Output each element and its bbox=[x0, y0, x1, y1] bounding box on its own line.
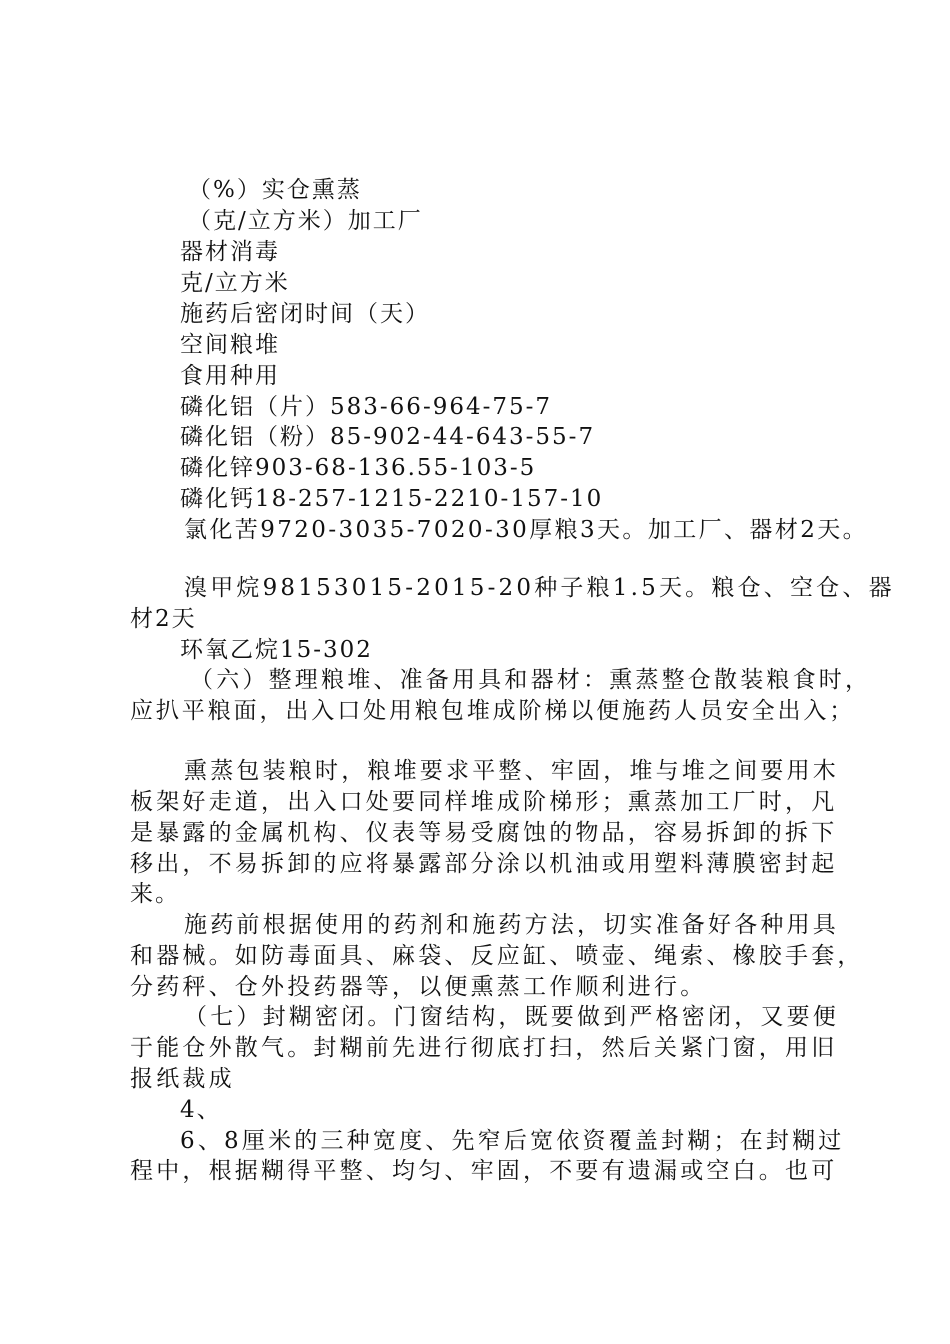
text-line: 施药后密闭时间（天） bbox=[180, 301, 430, 327]
text-line: 应扒平粮面，出入口处用粮包堆成阶梯以便施药人员安全出入； bbox=[130, 698, 856, 724]
text-line: （%）实仓熏蒸 bbox=[188, 177, 362, 203]
text-line: 磷化铝（片）583-66-964-75-7 bbox=[180, 394, 553, 420]
text-line: 4、 bbox=[180, 1097, 222, 1123]
text-line: （七）封糊密闭。门窗结构，既要做到严格密闭，又要便 bbox=[184, 1004, 839, 1030]
text-line: 移出，不易拆卸的应将暴露部分涂以机油或用塑料薄膜密封起 bbox=[130, 851, 838, 877]
text-line: 分药秤、仓外投药器等，以便熏蒸工作顺利进行。 bbox=[130, 974, 707, 1000]
text-line: 磷化铝（粉）85-902-44-643-55-7 bbox=[180, 424, 596, 450]
text-line: 是暴露的金属机构、仪表等易受腐蚀的物品，容易拆卸的拆下 bbox=[130, 820, 838, 846]
text-line: 和器械。如防毒面具、麻袋、反应缸、喷壶、绳索、橡胶手套， bbox=[130, 943, 864, 969]
text-line: 环氧乙烷15-302 bbox=[180, 637, 373, 663]
text-line: （克/立方米）加工厂 bbox=[188, 208, 423, 234]
text-line: 于能仓外散气。封糊前先进行彻底打扫，然后关紧门窗，用旧 bbox=[130, 1035, 838, 1061]
text-line: 食用种用 bbox=[180, 363, 280, 389]
text-line: 熏蒸包装粮时，粮堆要求平整、牢固，堆与堆之间要用木 bbox=[184, 758, 839, 784]
text-line: 空间粮堆 bbox=[180, 332, 280, 358]
text-line: 材2天 bbox=[130, 606, 197, 632]
text-line: 氯化苦9720-3035-7020-30厚粮3天。加工厂、器材2天。 bbox=[184, 517, 869, 543]
text-line: 板架好走道，出入口处要同样堆成阶梯形；熏蒸加工厂时，凡 bbox=[130, 789, 838, 815]
text-line: 磷化钙18-257-1215-2210-157-10 bbox=[180, 486, 604, 512]
text-line: 来。 bbox=[130, 881, 180, 907]
text-line: 器材消毒 bbox=[180, 239, 280, 265]
text-line: 6、8厘米的三种宽度、先窄后宽依资覆盖封糊；在封糊过 bbox=[180, 1128, 845, 1154]
text-line: （六）整理粮堆、准备用具和器材：熏蒸整仓散装粮食时， bbox=[190, 667, 872, 693]
text-line: 溴甲烷98153015-2015-20种子粮1.5天。粮仓、空仓、器 bbox=[184, 575, 895, 601]
text-line: 程中，根据糊得平整、均匀、牢固，不要有遗漏或空白。也可 bbox=[130, 1158, 838, 1184]
text-line: 报纸裁成 bbox=[130, 1066, 235, 1092]
text-line: 施药前根据使用的药剂和施药方法，切实准备好各种用具 bbox=[184, 912, 839, 938]
text-line: 磷化锌903-68-136.55-103-5 bbox=[180, 455, 537, 481]
text-line: 克/立方米 bbox=[180, 270, 290, 296]
